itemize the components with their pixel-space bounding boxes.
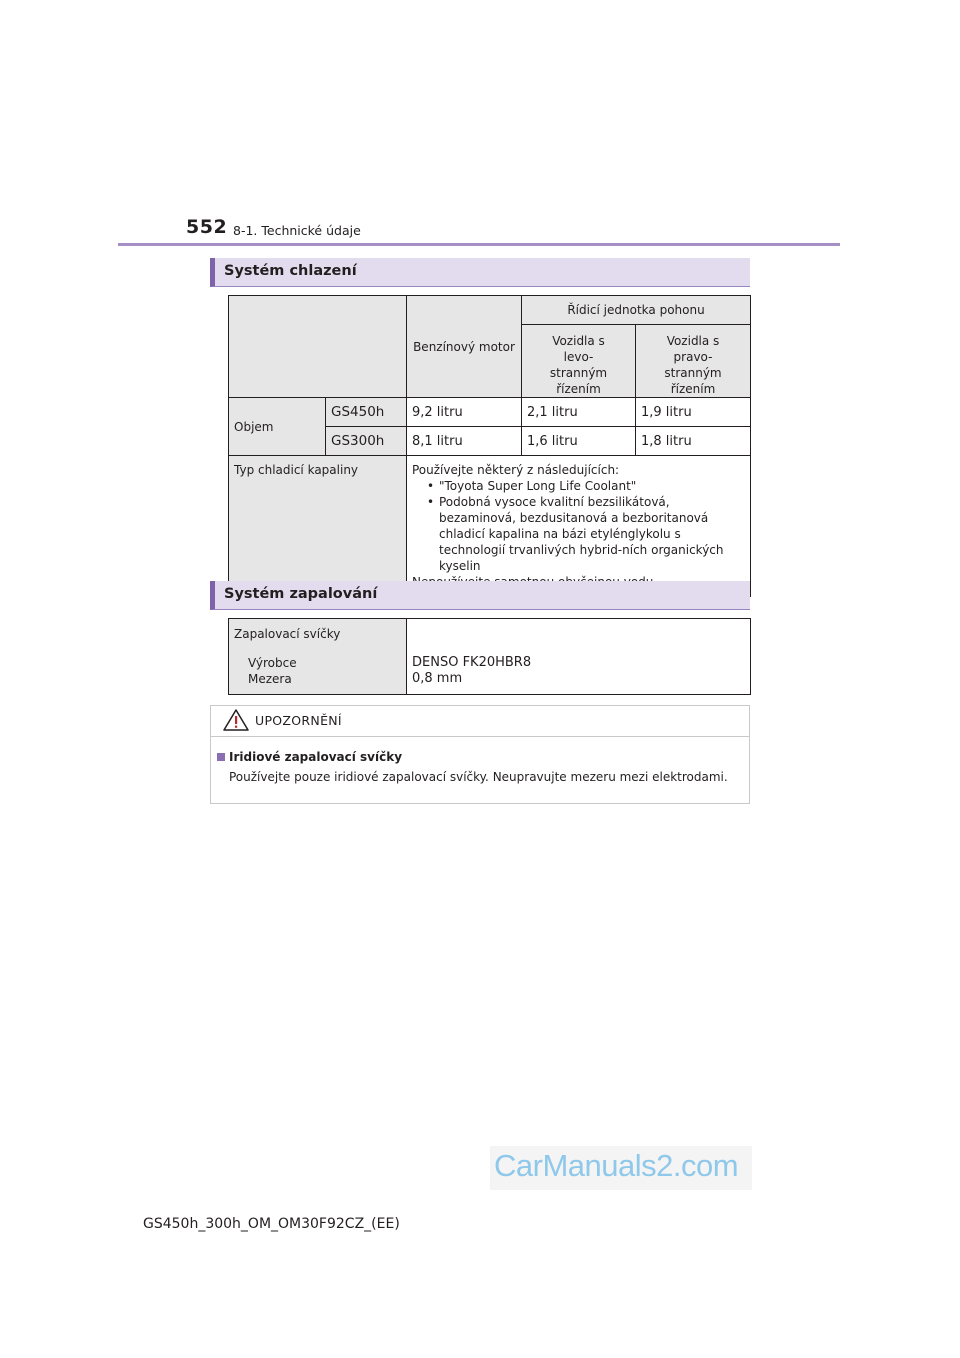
- model-gs450h: GS450h: [331, 404, 385, 420]
- cooling-table: [228, 295, 751, 597]
- rhd-column-header: [636, 325, 751, 398]
- warning-label: UPOZORNĚNÍ: [255, 713, 342, 728]
- coolant-type-label-cell: [229, 456, 407, 597]
- warning-box: [210, 705, 750, 804]
- ignition-value-cell: [407, 619, 751, 695]
- coolant-intro: Používejte některý z následujících:: [412, 463, 620, 477]
- empty-header-cell: [229, 296, 407, 398]
- gs450h-lhd-volume: 2,1 litru: [522, 398, 636, 427]
- rhd-header-text: Vozidla s pravo-stranným řízením: [664, 334, 722, 396]
- watermark-logo: [490, 1146, 752, 1190]
- coolant-option-2: Podobná vysoce kvalitní bezsilikátová, bezaminová, bezdusitanová a bezboritanová chladicí kapalina na bázi etylénglykolu s technologií trvanlivých hybrid-ních organických kyselin: [439, 495, 724, 573]
- lhd-column-header: [522, 325, 636, 398]
- warning-title: [217, 750, 402, 764]
- gs300h-lhd-volume: 1,6 litru: [522, 427, 636, 456]
- list-item: [412, 478, 745, 494]
- gap-value: 0,8 mm: [412, 671, 463, 686]
- ignition-section-heading: [210, 581, 750, 610]
- warning-text: Používejte pouze iridiové zapalovací svíčky. Neupravujte mezeru mezi elektrodami.: [229, 770, 728, 784]
- drive-unit-header-text: Řídicí jednotka pohonu: [567, 303, 705, 317]
- coolant-option-1: "Toyota Super Long Life Coolant": [439, 479, 637, 493]
- cooling-section-heading: [210, 258, 750, 287]
- warning-triangle-icon: [223, 709, 249, 731]
- square-bullet-icon: [217, 753, 225, 761]
- watermark-text: CarManuals2.com: [494, 1148, 739, 1183]
- volume-label-cell: [229, 398, 326, 456]
- engine-header-text: Benzínový motor: [413, 339, 515, 354]
- footer-code: GS450h_300h_OM_OM30F92CZ_(EE): [143, 1216, 400, 1232]
- drive-unit-column-header: [522, 296, 751, 325]
- gs450h-rhd-volume: 1,9 litru: [636, 398, 751, 427]
- table-row: [326, 398, 407, 427]
- coolant-type-label: Typ chladicí kapaliny: [234, 463, 359, 477]
- table-row: [326, 427, 407, 456]
- engine-column-header: [407, 296, 522, 398]
- ignition-section-title: Systém zapalování: [224, 586, 378, 602]
- spark-plugs-label: Zapalovací svíčky: [234, 627, 341, 641]
- gs450h-engine-volume: 9,2 litru: [407, 398, 522, 427]
- chapter-title: 8-1. Technické údaje: [233, 223, 361, 238]
- ignition-table: [228, 618, 751, 695]
- maker-value: DENSO FK20HBR8: [412, 655, 532, 670]
- gs300h-engine-volume: 8,1 litru: [407, 427, 522, 456]
- bullet-icon: •: [427, 495, 435, 509]
- header-divider: [118, 243, 840, 246]
- maker-label: Výrobce: [248, 656, 297, 670]
- ignition-label-cell: [229, 619, 407, 695]
- coolant-type-value-cell: [407, 456, 751, 597]
- warning-header: [211, 706, 749, 737]
- gs300h-rhd-volume: 1,8 litru: [636, 427, 751, 456]
- lhd-header-text: Vozidla s levo-stranným řízením: [549, 334, 608, 396]
- gap-label: Mezera: [248, 672, 292, 686]
- warning-title-text: Iridiové zapalovací svíčky: [229, 750, 403, 764]
- bullet-icon: •: [427, 479, 435, 493]
- model-gs300h: GS300h: [331, 433, 385, 449]
- list-item: [412, 494, 745, 574]
- cooling-section-title: Systém chlazení: [224, 263, 357, 279]
- volume-label: Objem: [234, 419, 274, 434]
- page-number: 552: [186, 216, 228, 238]
